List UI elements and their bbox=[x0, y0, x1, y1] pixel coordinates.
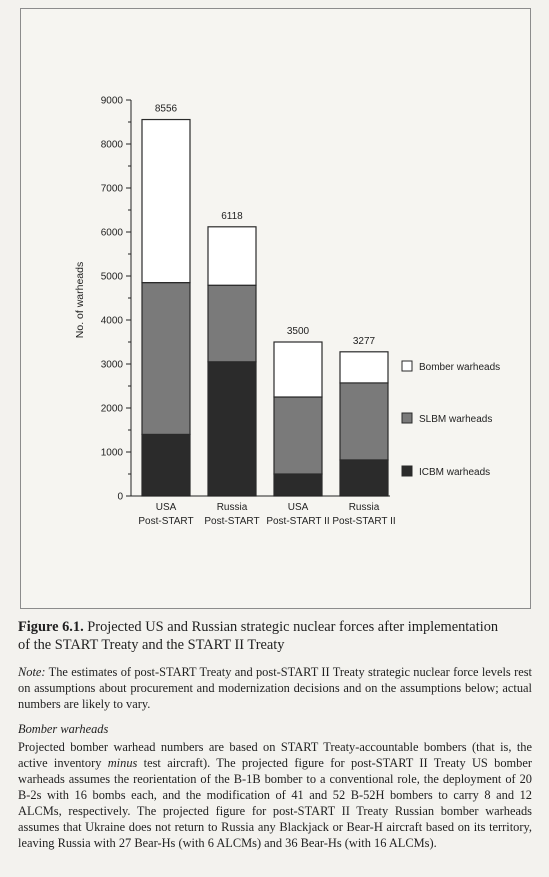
note-paragraph bbox=[18, 664, 532, 712]
x-category-label: Russia bbox=[216, 502, 248, 513]
bomber-section-heading: Bomber warheads bbox=[18, 722, 109, 736]
legend-label: ICBM warheads bbox=[419, 467, 491, 478]
bomber-section-text bbox=[18, 739, 532, 851]
y-tick-label: 2000 bbox=[100, 403, 123, 415]
y-tick-label: 8000 bbox=[100, 139, 123, 151]
legend-swatch bbox=[402, 466, 412, 476]
bar-segment-bomber bbox=[340, 352, 388, 383]
legend-label: SLBM warheads bbox=[419, 414, 493, 425]
note-text: The estimates of post-START Treaty and post-START II Treaty strategic nuclear force levels rest on assumptions about procurement and modernization decisions and on the assumptions below; actual numbers are likely to vary. bbox=[18, 665, 532, 711]
y-axis-label: No. of warheads bbox=[74, 261, 86, 339]
legend-label: Bomber warheads bbox=[419, 362, 501, 373]
x-category-label: USA bbox=[155, 502, 177, 513]
bar-segment-icbm bbox=[274, 474, 322, 496]
caption-block bbox=[18, 618, 532, 851]
bar-segment-icbm bbox=[208, 362, 256, 496]
caption-text-2: of the START Treaty and the START II Treaty bbox=[18, 637, 285, 653]
bar-segment-slbm bbox=[274, 397, 322, 474]
figure-caption bbox=[18, 618, 532, 654]
bomber-text-em: minus bbox=[107, 756, 138, 770]
bar-segment-slbm bbox=[208, 285, 256, 362]
bar-segment-bomber bbox=[208, 227, 256, 285]
x-category-label: Russia bbox=[348, 502, 380, 513]
y-tick-label: 5000 bbox=[100, 271, 123, 283]
figure-label: Figure 6.1. bbox=[18, 619, 84, 635]
x-category-label: Post-START bbox=[204, 516, 260, 527]
y-tick-label: 3000 bbox=[100, 359, 123, 371]
x-category-label: Post-START bbox=[138, 516, 194, 527]
bar-segment-icbm bbox=[142, 434, 190, 496]
figure-frame bbox=[20, 8, 531, 609]
bar-segment-bomber bbox=[274, 342, 322, 397]
caption-text-1: Projected US and Russian strategic nuclear forces after implementation bbox=[83, 619, 499, 635]
bar-segment-slbm bbox=[340, 383, 388, 460]
x-category-label: Post-START II bbox=[266, 516, 330, 527]
stacked-bar-chart bbox=[21, 9, 530, 608]
bar-segment-bomber bbox=[142, 120, 190, 283]
bar-total-label: 6118 bbox=[221, 210, 243, 222]
note-label: Note: bbox=[18, 665, 46, 679]
bar-total-label: 3277 bbox=[352, 335, 376, 347]
x-category-label: USA bbox=[287, 502, 309, 513]
y-tick-label: 1000 bbox=[100, 447, 123, 459]
bar-total-label: 8556 bbox=[154, 103, 178, 115]
bar-total-label: 3500 bbox=[286, 326, 310, 337]
x-category-label: Post-START II bbox=[332, 516, 396, 527]
bar-segment-icbm bbox=[340, 460, 388, 496]
y-tick-label: 0 bbox=[117, 491, 123, 503]
y-tick-label: 6000 bbox=[100, 227, 123, 239]
bomber-text-a: Projected bomber warhead numbers are based on START Treaty-accountable bombers (that is, the active inventory bbox=[18, 740, 532, 770]
y-tick-label: 7000 bbox=[100, 183, 123, 195]
bar-segment-slbm bbox=[142, 283, 190, 435]
y-tick-label: 9000 bbox=[100, 95, 123, 107]
legend-swatch bbox=[402, 361, 412, 371]
legend-swatch bbox=[402, 413, 412, 423]
y-tick-label: 4000 bbox=[100, 315, 123, 327]
bomber-text-b: test aircraft). The projected figure for post-START II Treaty US bomber warheads assumes the reorientation of the B-1B bomber to a conventional role, the deployment of 20 B-2s with 16 bombs each, and the modification of 41 and 52 B-52H bombers to carry 8 and 12 ALCMs, respectively. The projected figure for post-START II Treaty Russian bomber warheads assumes that Ukraine does not return to Russia any Blackjack or Bear-H aircraft based on its territory, leaving Russia with 27 Bear-Hs (with 6 ALCMs) and 36 Bear-Hs (with 16 ALCMs). bbox=[18, 756, 533, 850]
